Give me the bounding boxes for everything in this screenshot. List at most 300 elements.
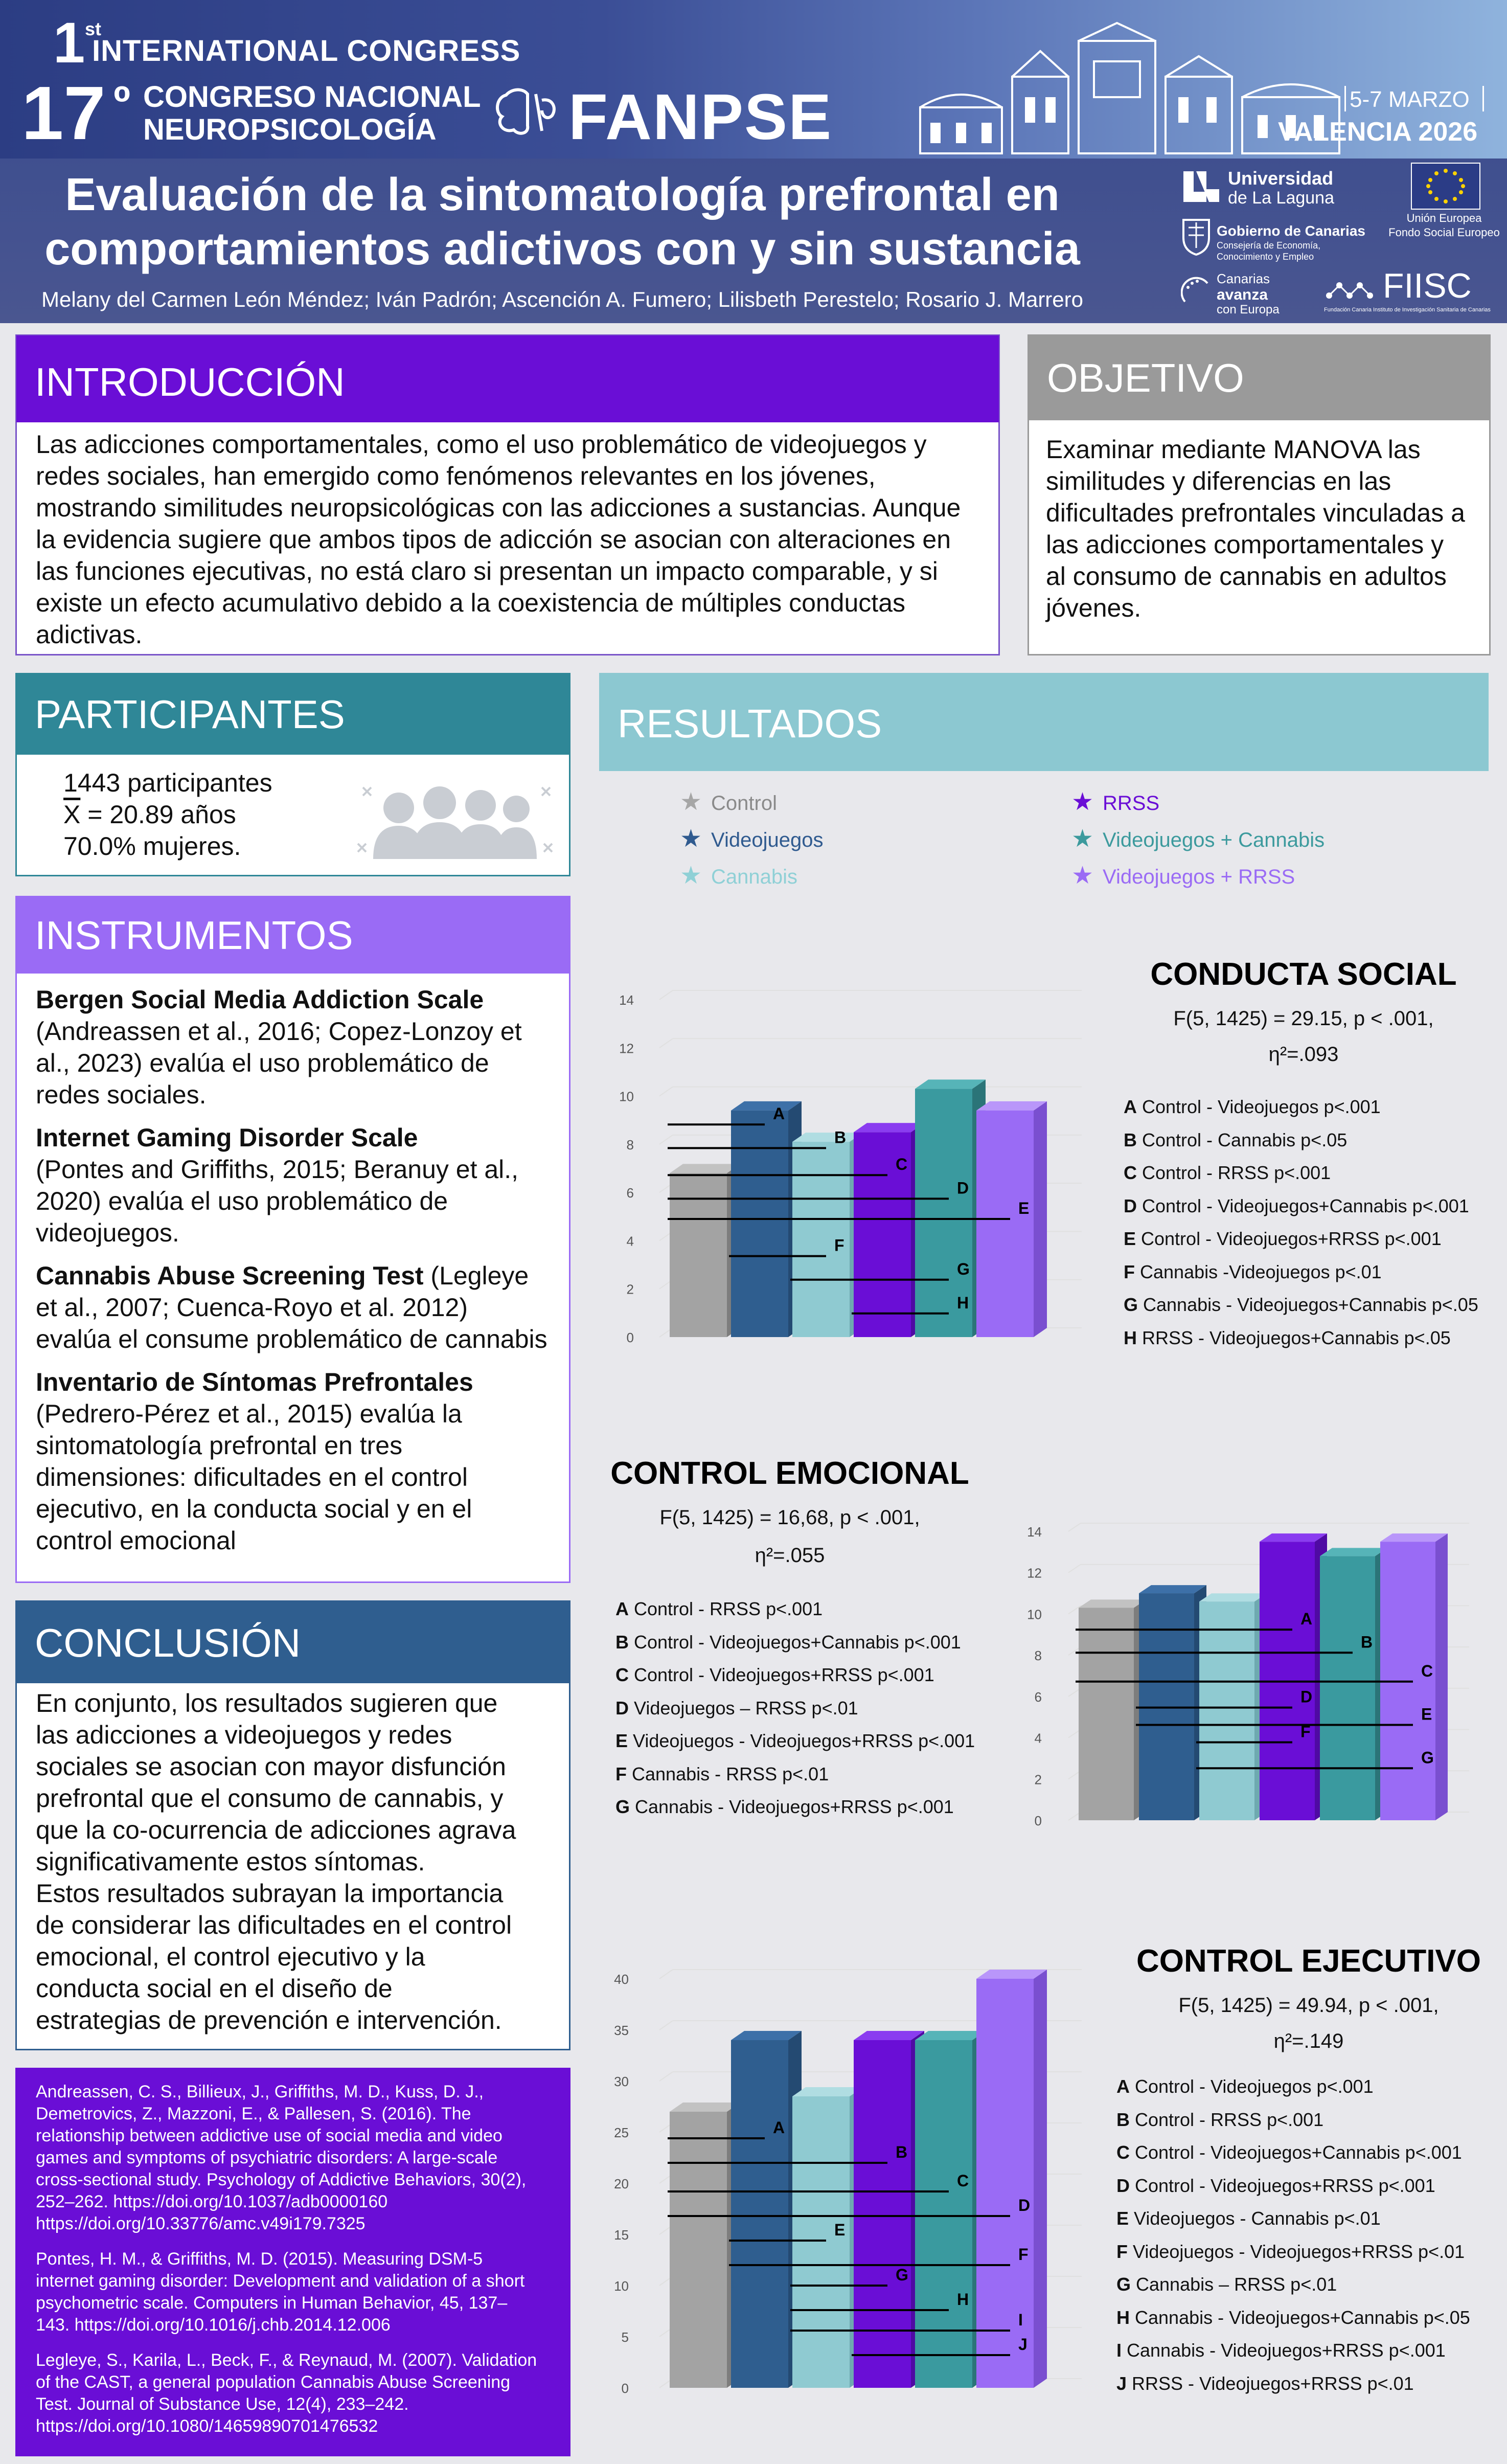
objetivo-heading: OBJETIVO <box>1029 335 1490 420</box>
objetivo-line: al consumo de cannabis en adultos <box>1046 562 1447 591</box>
canarias-line2: avanza <box>1217 286 1268 303</box>
comparison-letter: E <box>1124 1228 1136 1249</box>
legend-item <box>1071 787 1159 816</box>
chart-control-emocional <box>971 1493 1498 1861</box>
comparison-letter: D <box>615 1697 629 1719</box>
bar-side <box>1435 1533 1448 1820</box>
y-tick-label: 14 <box>619 992 634 1008</box>
gobierno-canarias-crest-icon <box>1181 215 1212 256</box>
objetivo-body <box>1046 434 1486 624</box>
comparison-item <box>1116 2307 1500 2340</box>
y-tick-label: 6 <box>626 1185 634 1201</box>
comparison-letter: H <box>1124 1327 1137 1348</box>
comparison-letter: C <box>1124 1162 1137 1183</box>
reference-line: Test. Journal of Substance Use, 12(4), 233–242. <box>36 2394 409 2414</box>
comparison-item <box>615 1698 994 1731</box>
national-congress-line1: CONGRESO NACIONAL <box>143 80 481 114</box>
y-tick-label: 5 <box>621 2330 629 2345</box>
legend-label: Control <box>711 792 777 815</box>
reference-line: https://doi.org/10.33776/amc.v49i179.7325 <box>36 2214 366 2233</box>
significance-letter: G <box>1421 1748 1434 1767</box>
y-tick-label: 6 <box>1034 1689 1042 1705</box>
comparison-letter: G <box>1124 1294 1138 1315</box>
conducta-social-title: CONDUCTA SOCIAL <box>1150 957 1457 992</box>
comparison-item <box>1124 1129 1502 1163</box>
introduccion-line: las funciones ejecutivas, no está claro si presentan un impacto comparable, y si <box>36 557 938 585</box>
objetivo-line: jóvenes. <box>1046 594 1141 622</box>
bar-front <box>854 2040 911 2388</box>
mean-value: = 20.89 años <box>80 800 236 829</box>
bar-front <box>1199 1601 1254 1820</box>
comparison-text: Control - Cannabis p<.05 <box>1137 1129 1348 1150</box>
bar <box>670 2103 740 2388</box>
mean-symbol: $\overline{X}$ <box>63 800 81 829</box>
introduccion-line: adictivas. <box>36 620 143 649</box>
significance-letter: I <box>1018 2311 1023 2329</box>
comparison-text: RRSS - Videojuegos+Cannabis p<.05 <box>1137 1327 1451 1348</box>
bar <box>1260 1533 1327 1820</box>
poster-title-line1: Evaluación de la sintomatología prefrontal en <box>65 169 1060 220</box>
bar-front <box>731 2040 788 2388</box>
comparison-item <box>1116 2175 1500 2208</box>
legend-label: Videojuegos + RRSS <box>1103 866 1295 888</box>
comparison-item <box>1116 2076 1500 2109</box>
significance-letter: A <box>1300 1610 1313 1629</box>
gobierno-line3: Conocimiento y Empleo <box>1217 252 1314 262</box>
significance-letter: J <box>1018 2335 1028 2354</box>
control-ejecutivo-stat1: F(5, 1425) = 49.94, p < .001, <box>1178 1994 1439 2017</box>
comparison-text: Control - Videojuegos p<.001 <box>1137 1096 1381 1117</box>
bar-side <box>1034 1101 1047 1337</box>
comparison-letter: B <box>1116 2109 1130 2130</box>
conclusion-body <box>36 1687 562 2036</box>
gridline-diag <box>659 1135 673 1144</box>
people-group-icon <box>353 777 557 869</box>
reference-item <box>36 2248 562 2336</box>
comparison-item <box>1124 1228 1502 1261</box>
objetivo-line: similitudes y diferencias en las <box>1046 467 1391 495</box>
comparison-text: Cannabis - Videojuegos+RRSS p<.001 <box>1122 2340 1446 2361</box>
bar-front <box>915 2040 972 2388</box>
comparison-letter: D <box>1116 2175 1130 2196</box>
reference-line: Pontes, H. M., & Griffiths, M. D. (2015). Measuring DSM-5 <box>36 2249 483 2269</box>
national-congress-number: 17 <box>21 71 106 155</box>
bar-front <box>1079 1608 1134 1820</box>
fiisc-name: FIISC <box>1383 266 1472 305</box>
conclusion-line: emocional, el control ejecutivo y la <box>36 1942 425 1971</box>
comparison-item <box>615 1764 994 1797</box>
conclusion-line: conducta social en el diseño de <box>36 1974 393 2003</box>
resultados-heading: RESULTADOS <box>599 673 1489 771</box>
significance-letter: B <box>834 1128 847 1147</box>
comparison-item <box>1116 2208 1500 2241</box>
significance-letter: G <box>957 1259 970 1278</box>
y-tick-label: 4 <box>626 1233 634 1249</box>
y-tick-label: 0 <box>1034 1813 1042 1828</box>
comparison-letter: A <box>1124 1096 1137 1117</box>
comparison-item <box>1124 1327 1502 1361</box>
significance-letter: F <box>1300 1722 1311 1741</box>
bar-front <box>976 1111 1034 1337</box>
conducta-social-stat2: η²=.093 <box>1268 1043 1339 1066</box>
significance-letter: B <box>896 2143 908 2161</box>
reference-line: of the CAST, a general population Cannabis Abuse Screening <box>36 2372 511 2392</box>
participantes-mean <box>63 799 236 830</box>
instrumentos-body <box>36 984 562 1568</box>
referencias-body <box>36 2081 562 2451</box>
significance-letter: C <box>957 2172 969 2190</box>
authors: Melany del Carmen León Méndez; Iván Padrón; Ascención A. Fumero; Lilisbeth Perestelo; Rosario J. Marrero <box>41 287 1083 311</box>
conclusion-line: En conjunto, los resultados sugieren que <box>36 1689 498 1717</box>
comparison-text: RRSS - Videojuegos+RRSS p<.01 <box>1127 2372 1414 2394</box>
date-separator <box>1344 86 1346 111</box>
y-tick-label: 0 <box>621 2381 629 2396</box>
legend-item <box>680 861 797 890</box>
ull-logo-icon <box>1181 169 1222 205</box>
bar <box>1320 1548 1387 1820</box>
instrumento-line: 2020) evalúa el uso problemático de <box>36 1187 448 1215</box>
legend-star-icon: ★ <box>1071 788 1094 816</box>
chart-conducta-social <box>603 971 1114 1370</box>
conclusion-line: significativamente estos síntomas. <box>36 1847 425 1876</box>
bar <box>1079 1599 1146 1820</box>
comparison-item <box>1116 2274 1500 2307</box>
gobierno-line2: Consejería de Economía, <box>1217 240 1321 251</box>
comparison-item <box>1116 2241 1500 2274</box>
comparison-item <box>1124 1294 1502 1327</box>
comparison-letter: E <box>615 1730 628 1751</box>
comparison-text: Control - Videojuegos+RRSS p<.001 <box>1130 2175 1435 2196</box>
y-tick-label: 0 <box>626 1330 634 1345</box>
significance-letter: B <box>1361 1633 1373 1652</box>
canarias-line3: con Europa <box>1217 303 1280 317</box>
bar-front <box>792 2096 850 2388</box>
comparison-letter: E <box>1116 2208 1129 2229</box>
congress-number-suffix: st <box>85 18 102 39</box>
bar <box>670 1164 740 1337</box>
bar <box>915 2031 986 2388</box>
legend-label: RRSS <box>1103 792 1160 815</box>
gridline-diag <box>659 1970 673 1979</box>
control-ejecutivo-stat2: η²=.149 <box>1273 2030 1344 2052</box>
comparison-letter: F <box>615 1763 627 1784</box>
reference-line: psychometric scale. Computers in Human Behavior, 45, 137– <box>36 2293 508 2313</box>
comparison-text: Cannabis -Videojuegos p<.01 <box>1135 1261 1382 1282</box>
comparison-text: Control - Videojuegos+RRSS p<.001 <box>629 1664 934 1685</box>
poster-header <box>0 0 1507 323</box>
gridline-diag <box>659 1087 673 1096</box>
bar <box>731 2031 802 2388</box>
comparison-letter: I <box>1116 2340 1122 2361</box>
bar <box>1139 1585 1206 1820</box>
control-ejecutivo-title: CONTROL EJECUTIVO <box>1136 1943 1481 1979</box>
date-line1: 5-7 MARZO <box>1350 87 1470 112</box>
instrumento-line: sintomatología prefrontal en tres <box>36 1431 403 1460</box>
control-emocional-comparisons <box>615 1598 994 1829</box>
gridline-diag <box>1068 1565 1081 1573</box>
comparison-text: Videojuegos - Videojuegos+RRSS p<.01 <box>1128 2241 1465 2262</box>
comparison-letter: A <box>615 1598 629 1619</box>
significance-letter: A <box>773 2118 785 2137</box>
date-separator <box>1482 86 1484 111</box>
conclusion-line: las adicciones a videojuegos y redes <box>36 1721 452 1749</box>
significance-letter: F <box>834 1236 844 1255</box>
conclusion-line: que la co-ocurrencia de adicciones agrava <box>36 1816 516 1844</box>
control-emocional-title: CONTROL EMOCIONAL <box>610 1456 969 1491</box>
bar <box>976 1970 1047 2388</box>
conclusion-heading: CONCLUSIÓN <box>16 1601 569 1683</box>
bar-side <box>1034 1970 1047 2388</box>
introduccion-line: redes sociales, han emergido como fenómenos relevantes en los jóvenes, <box>36 462 876 490</box>
gobierno-line1: Gobierno de Canarias <box>1217 223 1365 239</box>
conducta-social-comparisons <box>1124 1096 1502 1360</box>
comparison-item <box>1124 1261 1502 1295</box>
objetivo-line: Examinar mediante MANOVA las <box>1046 435 1421 464</box>
y-tick-label: 10 <box>619 1089 634 1104</box>
bar <box>1380 1533 1448 1820</box>
instrumento-name: Internet Gaming Disorder Scale <box>36 1123 418 1152</box>
comparison-letter: J <box>1116 2372 1127 2394</box>
y-tick-label: 14 <box>1027 1524 1042 1540</box>
instrumento-item <box>36 984 562 1111</box>
legend-item <box>680 824 823 853</box>
instrumento-line: (Pontes and Griffiths, 2015; Beranuy et al., <box>36 1155 519 1184</box>
gridline-diag <box>659 2021 673 2030</box>
conducta-social-stat1: F(5, 1425) = 29.15, p < .001, <box>1173 1007 1434 1030</box>
comparison-letter: D <box>1124 1195 1137 1216</box>
legend-item <box>680 787 777 816</box>
introduccion-line: existe un efecto acumulativo debido a la coexistencia de múltiples conductas <box>36 589 906 617</box>
instrumento-line: videojuegos. <box>36 1218 179 1247</box>
conclusion-line: estrategias de prevención e intervención. <box>36 2006 502 2035</box>
y-tick-label: 40 <box>614 1972 629 1987</box>
bar <box>854 2031 924 2388</box>
control-emocional-stat1: F(5, 1425) = 16,68, p < .001, <box>659 1506 920 1529</box>
comparison-text: Control - RRSS p<.001 <box>1137 1162 1331 1183</box>
legend-star-icon: ★ <box>1071 862 1094 889</box>
chart-control-ejecutivo <box>603 1943 1114 2434</box>
significance-letter: C <box>1421 1661 1433 1680</box>
significance-letter: D <box>957 1179 969 1197</box>
instrumento-name: Inventario de Síntomas Prefrontales <box>36 1368 473 1396</box>
reference-line: Demetrovics, Z., Mazzoni, E., & Pallesen, S. (2016). The <box>36 2104 471 2123</box>
comparison-text: Control - RRSS p<.001 <box>1130 2109 1324 2130</box>
comparison-item <box>1116 2340 1500 2373</box>
participantes-women: 70.0% mujeres. <box>63 832 241 861</box>
comparison-item <box>615 1632 994 1665</box>
participantes-heading: PARTICIPANTES <box>16 674 569 755</box>
instrumento-name-line <box>36 1122 562 1154</box>
comparison-letter: G <box>615 1796 630 1817</box>
bar-front <box>976 1979 1034 2388</box>
introduccion-line: mostrando similitudes neuropsicológicas con las adicciones a sustancias. Aunque <box>36 493 961 522</box>
instrumento-name: Bergen Social Media Addiction Scale <box>36 985 484 1014</box>
date-line2: VALENCIA 2026 <box>1278 117 1478 147</box>
reference-line: https://doi.org/10.1080/14659890701476532 <box>36 2416 378 2436</box>
reference-line: internet gaming disorder: Development and validation of a short <box>36 2271 525 2291</box>
y-tick-label: 35 <box>614 2023 629 2038</box>
significance-letter: G <box>896 2266 908 2284</box>
legend-star-icon: ★ <box>680 788 702 816</box>
comparison-text: Videojuegos - Videojuegos+RRSS p<.001 <box>628 1730 975 1751</box>
comparison-text: Cannabis - Videojuegos+Cannabis p<.05 <box>1138 1294 1478 1315</box>
comparison-letter: F <box>1116 2241 1128 2262</box>
reference-line: games and symptoms of psychiatric disorders: A large-scale <box>36 2148 498 2167</box>
legend-label: Videojuegos + Cannabis <box>1103 829 1325 851</box>
comparison-letter: C <box>1116 2142 1130 2163</box>
comparison-item <box>1124 1162 1502 1195</box>
congress-label: INTERNATIONAL CONGRESS <box>92 34 521 67</box>
significance-letter: E <box>1018 1199 1030 1217</box>
instrumento-name-tail: (Legleye <box>423 1261 529 1290</box>
comparison-item <box>615 1730 994 1764</box>
canarias-line1: Canarias <box>1217 271 1270 286</box>
reference-line: Legleye, S., Karila, L., Beck, F., & Reynaud, M. (2007). Validation <box>36 2350 537 2370</box>
y-tick-label: 10 <box>614 2278 629 2294</box>
reference-line: Andreassen, C. S., Billieux, J., Griffiths, M. D., Kuss, D. J., <box>36 2082 484 2101</box>
comparison-text: Cannabis - Videojuegos+RRSS p<.001 <box>630 1796 954 1817</box>
reference-line: 143. https://doi.org/10.1016/j.chb.2014.12.006 <box>36 2315 391 2335</box>
national-congress-line2: NEUROPSICOLOGÍA <box>143 113 437 146</box>
comparison-item <box>615 1598 994 1632</box>
y-tick-label: 25 <box>614 2125 629 2140</box>
reference-line: cross-sectional study. Psychology of Addictive Behaviors, 30(2), <box>36 2170 527 2189</box>
gridline-diag <box>659 2072 673 2081</box>
fiisc-subtitle: Fundación Canaria Instituto de Investigación Sanitaria de Canarias <box>1324 307 1491 313</box>
legend-item <box>1071 861 1295 890</box>
significance-letter: F <box>1018 2245 1029 2264</box>
comparison-text: Cannabis - Videojuegos+Cannabis p<.05 <box>1130 2307 1470 2328</box>
legend-label: Videojuegos <box>711 829 824 851</box>
instrumento-line: (Pedrero-Pérez et al., 2015) evalúa la <box>36 1399 462 1428</box>
bar-front <box>1320 1556 1375 1820</box>
y-tick-label: 30 <box>614 2074 629 2089</box>
bar <box>915 1079 986 1337</box>
comparison-text: Cannabis – RRSS p<.01 <box>1131 2274 1337 2295</box>
significance-letter: D <box>1018 2196 1031 2214</box>
reference-item <box>36 2081 562 2235</box>
gridline-diag <box>659 1038 673 1048</box>
comparison-text: Control - Videojuegos+Cannabis p<.001 <box>1137 1195 1469 1216</box>
bar <box>792 1133 863 1337</box>
significance-letter: E <box>1421 1705 1432 1724</box>
ull-name-line1: Universidad <box>1228 168 1334 189</box>
legend-item <box>1071 824 1325 853</box>
comparison-letter: C <box>615 1664 629 1685</box>
instrumento-item <box>36 1122 562 1249</box>
introduccion-line: Las adicciones comportamentales, como el uso problemático de videojuegos y <box>36 430 927 459</box>
comparison-letter: H <box>1116 2307 1130 2328</box>
instrumento-name: Cannabis Abuse Screening Test <box>36 1261 424 1290</box>
y-tick-label: 2 <box>626 1281 634 1297</box>
significance-letter: H <box>957 1293 969 1312</box>
instrumento-line: al., 2023) evalúa el uso problemático de <box>36 1049 489 1077</box>
congress-number: 1 <box>53 11 85 75</box>
y-tick-label: 8 <box>1034 1648 1042 1664</box>
comparison-text: Control - Videojuegos+Cannabis p<.001 <box>629 1631 961 1653</box>
y-tick-label: 12 <box>1027 1565 1042 1581</box>
ull-name-line2: de La Laguna <box>1228 188 1334 208</box>
introduccion-heading: INTRODUCCIÓN <box>16 335 999 422</box>
comparison-letter: A <box>1116 2076 1130 2097</box>
fanpse-brand: FANPSE <box>568 81 833 153</box>
instrumento-item <box>36 1260 562 1355</box>
introduccion-line: la evidencia sugiere que ambos tipos de adicción se asocian con alteraciones en <box>36 525 951 554</box>
comparison-letter: B <box>615 1631 629 1653</box>
legend-star-icon: ★ <box>680 825 702 852</box>
y-tick-label: 8 <box>626 1137 634 1152</box>
comparison-item <box>1116 2109 1500 2142</box>
instrumento-line: control emocional <box>36 1526 236 1555</box>
bar <box>854 1123 924 1337</box>
y-tick-label: 15 <box>614 2227 629 2243</box>
gridline-diag <box>659 990 673 1000</box>
instrumento-line: et al., 2007; Cuenca-Royo et al. 2012) <box>36 1293 468 1322</box>
significance-letter: H <box>957 2290 969 2309</box>
y-tick-label: 12 <box>619 1041 634 1056</box>
national-congress-ordinal: º <box>113 77 130 128</box>
y-tick-label: 4 <box>1034 1730 1042 1746</box>
instrumento-line: (Andreassen et al., 2016; Copez-Lonzoy et <box>36 1017 522 1046</box>
comparison-text: Cannabis - RRSS p<.01 <box>627 1763 829 1784</box>
comparison-letter: F <box>1124 1261 1135 1282</box>
introduccion-body <box>36 428 987 650</box>
instrumento-item <box>36 1366 562 1556</box>
significance-letter: D <box>1300 1687 1313 1706</box>
comparison-text: Videojuegos - Cannabis p<.01 <box>1129 2208 1381 2229</box>
comparison-letter: B <box>1124 1129 1137 1150</box>
legend-star-icon: ★ <box>1071 825 1094 852</box>
reference-item <box>36 2349 562 2437</box>
instrumentos-heading: INSTRUMENTOS <box>16 897 569 974</box>
objetivo-line: las adicciones comportamentales y <box>1046 530 1444 559</box>
control-emocional-stat2: η²=.055 <box>755 1544 825 1567</box>
comparison-letter: G <box>1116 2274 1131 2295</box>
y-tick-label: 10 <box>1027 1607 1042 1622</box>
poster-title-line2: comportamientos adictivos con y sin sustancia <box>44 223 1080 275</box>
comparison-text: Control - RRSS p<.001 <box>629 1598 823 1619</box>
comparison-text: Control - Videojuegos p<.001 <box>1130 2076 1374 2097</box>
instrumento-name-line <box>36 1260 562 1292</box>
gridline-diag <box>1068 1523 1081 1531</box>
comparison-item <box>1124 1195 1502 1229</box>
significance-letter: A <box>773 1104 785 1123</box>
instrumento-name-line <box>36 1366 562 1398</box>
control-ejecutivo-comparisons <box>1116 2076 1500 2406</box>
eu-flag-icon <box>1411 163 1480 210</box>
comparison-item <box>1124 1096 1502 1129</box>
eu-line2: Fondo Social Europeo <box>1388 226 1500 239</box>
conclusion-line: prefrontal que el consumo de cannabis, y <box>36 1784 504 1813</box>
conclusion-line: Estos resultados subrayan la importancia <box>36 1879 504 1908</box>
objetivo-line: dificultades prefrontales vinculadas a <box>1046 499 1465 527</box>
reference-line: 252–262. https://doi.org/10.1037/adb0000160 <box>36 2192 388 2211</box>
instrumento-name-line <box>36 984 562 1015</box>
comparison-text: Control - Videojuegos+RRSS p<.001 <box>1136 1228 1442 1249</box>
y-tick-label: 2 <box>1034 1772 1042 1788</box>
reference-line: relationship between addictive use of social media and video <box>36 2126 503 2145</box>
canarias-avanza-icon <box>1181 276 1212 307</box>
instrumento-line: evalúa el consume problemático de cannabis <box>36 1325 547 1353</box>
conclusion-line: de considerar las dificultades en el control <box>36 1911 512 1939</box>
comparison-text: Videojuegos – RRSS p<.01 <box>629 1697 858 1719</box>
legend-star-icon: ★ <box>680 862 702 889</box>
conclusion-line: sociales se asocian con mayor disfunción <box>36 1752 506 1781</box>
instrumento-line: ejecutivo, en la conducta social y en el <box>36 1495 472 1523</box>
legend-label: Cannabis <box>711 866 798 888</box>
instrumento-line: redes sociales. <box>36 1080 207 1109</box>
comparison-item <box>1116 2373 1500 2406</box>
